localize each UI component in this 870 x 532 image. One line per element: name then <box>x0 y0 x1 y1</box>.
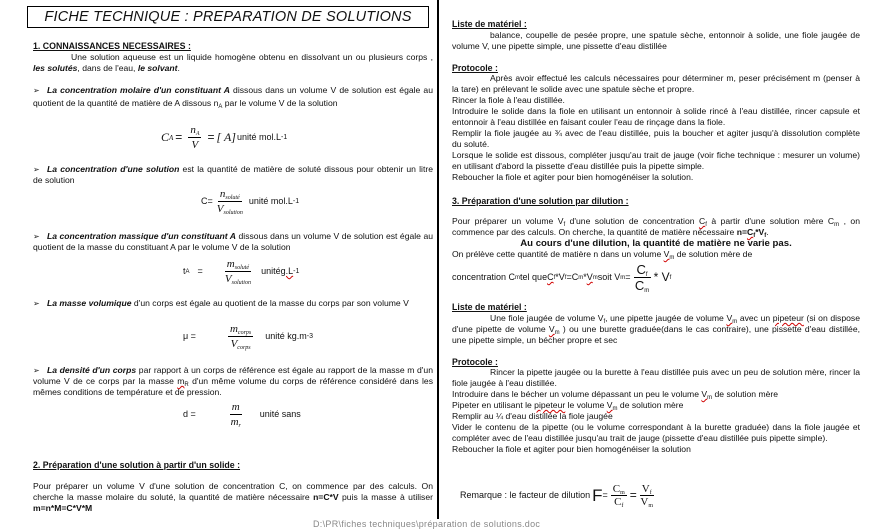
dilution-prelevement: On prélève cette quantité de matière n dans un volume $V_m$ de solution mère de <box>452 249 753 261</box>
mass-concentration-formula: t A = $\frac{m_{soluté}}{V_{solution}}$ unité g.L -1 <box>183 258 300 286</box>
document-file-path: D:\PR\fiches techniques\préparation de solutions.doc <box>313 519 541 529</box>
protocole-step: Rincer la pipette jaugée ou la burette à l'eau distillée puis avec un peu de solution mère, rincer la fiole jaugée à l'eau distillée. <box>452 367 860 388</box>
section3-materiel-heading: Liste de matériel : <box>452 302 527 312</box>
dilution-rule: Au cours d'une dilution, la quantité de matière ne varie pas. <box>520 238 792 249</box>
document-title: FICHE TECHNIQUE : PREPARATION DE SOLUTIONS <box>27 6 429 28</box>
section2-intro: Pour préparer un volume V d'une solution de concentration C, on commence par des calculs. On cherche la masse molaire du soluté, la quantité de matière nécessaire n=C*V puis la masse à utiliser m=n*M=C*V*M <box>33 481 433 513</box>
section3-protocole-heading: Protocole : <box>452 357 498 367</box>
section3-protocole <box>452 367 860 455</box>
solution-concentration-definition: ➢ La concentration d'une solution est la quantité de matière de soluté dissous pour obtenir un litre de solution <box>33 164 433 185</box>
protocole-step: Pipeter en utilisant le pipeteur le volume $V_m$ de solution mère <box>452 400 684 412</box>
section2-protocole-heading: Protocole : <box>452 63 498 73</box>
bullet-arrow-icon: ➢ <box>33 86 40 95</box>
bullet-arrow-icon: ➢ <box>33 232 40 241</box>
mass-density-formula: μ = $\frac{m_{corps}}{V_{corps}}$ unité kg.m -3 <box>183 323 314 351</box>
section2-materiel-list: balance, coupelle de pesée propre, une spatule sèche, entonnoir à solide, une fiole jaugée de volume V, une pipette simple, une pissette d'eau distillée <box>452 30 860 51</box>
section1-heading: 1. CONNAISSANCES NECESSAIRES : <box>33 41 191 51</box>
protocole-step: Remplir la fiole jaugée au ¾ avec de l'eau distillée, puis la boucher et agiter jusqu'à dissolution complète du soluté. <box>452 128 860 149</box>
section1-intro: Une solution aqueuse est un liquide homogène obtenu en dissolvant un ou plusieurs corps , les solutés, dans de l'eau, le solvant. <box>33 52 433 73</box>
protocole-step: Reboucher la fiole et agiter pour bien homogénéiser la solution. <box>452 172 694 182</box>
protocole-step: Introduire dans le bécher un volume dépassant un peu le volume $V_m$ de solution mère <box>452 389 779 401</box>
molar-concentration-formula: C A = $\frac{n_A}{V}$ = [ A] unité mol.L -1 <box>161 124 288 151</box>
protocole-step: Reboucher la fiole et agiter pour bien homogénéiser la solution <box>452 444 691 454</box>
dilution-volume-formula: concentration C m tel que C f *V f =C m * V m soit V m = $\frac{C_f}{C_m}$ * V f <box>452 262 672 294</box>
molar-concentration-definition: ➢ La concentration molaire d'un constituant A dissous dans un volume V de solution est égale au quotient de la quantité de matière de A dissous $n_A$ par le volume V de la solution <box>33 85 433 110</box>
section3-intro: Pour préparer un volume $V_f$ d'une solution de concentration $C_f$ à partir d'une solution mère $C_m$ , on commence par des calculs. On cherche, la quantité de matière nécessaire $n=C_f*V_f$. <box>452 216 860 239</box>
section2-protocole <box>452 73 860 183</box>
protocole-step: Remplir au ¼ d'eau distillée la fiole jaugée <box>452 411 613 421</box>
protocole-step: Après avoir effectué les calculs nécessaires pour déterminer m, peser précisément m (penser à la tare) en prélevant le solide avec une spatule sèche et propre. <box>452 73 860 94</box>
solution-concentration-formula: C= $\frac{n_{soluté}}{V_{solution}}$ unité mol.L -1 <box>201 188 300 216</box>
section3-heading: 3. Préparation d'une solution par dilution : <box>452 196 629 206</box>
section3-materiel-list: Une fiole jaugée de volume $V_f$, une pipette jaugée de volume $V_m$ avec un pipeteur (si on dispose d'une pipette de volume $V_m$ ) ou une burette graduée(dans le cas contraire), une pissette d'eau distillée, une pipette simple, un bécher propre et sec <box>452 313 860 345</box>
protocole-step: Rincer la fiole à l'eau distillée. <box>452 95 565 105</box>
dilution-factor-remark: Remarque : le facteur de dilution F = $\frac{C_m}{C_f}$ = $\frac{V_f}{V_m}$ <box>460 483 654 509</box>
relative-density-definition: ➢ La densité d'un corps par rapport à un corps de référence est égale au rapport de la masse m d'un volume V de ce corps par la masse $m_R$ d'un même volume du corps de référence considéré dans les mêmes conditions de température et de pression. <box>33 365 433 397</box>
section2-materiel-heading: Liste de matériel : <box>452 19 527 29</box>
protocole-step: Introduire le solide dans la fiole en utilisant un entonnoir à solide rincé à l'eau distillée, rincer capsule et entonnoir à l'eau distillée en faisant couler l'eau de rinçage dans la fiole. <box>452 106 860 127</box>
bullet-arrow-icon: ➢ <box>33 165 40 174</box>
bullet-arrow-icon: ➢ <box>33 299 40 308</box>
column-divider <box>437 0 439 519</box>
density-mass-definition: ➢ La masse volumique d'un corps est égale au quotient de la masse du corps par son volume V <box>33 298 409 308</box>
relative-density-formula: d = $\frac{m}{m_r}$ unité sans <box>183 401 301 429</box>
section2-heading: 2. Préparation d'une solution à partir d'un solide : <box>33 460 241 470</box>
protocole-step: Vider le contenu de la pipette (ou le volume correspondant à la burette graduée) dans la fiole jaugée et compléter avec de l'eau distillée jusqu'au trait de jauge (pissette d'eau distillée puis pipette simple). <box>452 422 860 443</box>
bullet-arrow-icon: ➢ <box>33 366 40 375</box>
protocole-step: Lorsque le solide est dissous, compléter jusqu'au trait de jauge (voir fiche technique : mesurer un volume) en utilisant d'abord la pissette d'eau distillée puis la pipette simple. <box>452 150 860 171</box>
mass-concentration-definition: ➢ La concentration massique d'un constituant A dissous dans un volume V de solution est égale au quotient de la masse du constituant A par le volume V de la solution <box>33 231 434 252</box>
